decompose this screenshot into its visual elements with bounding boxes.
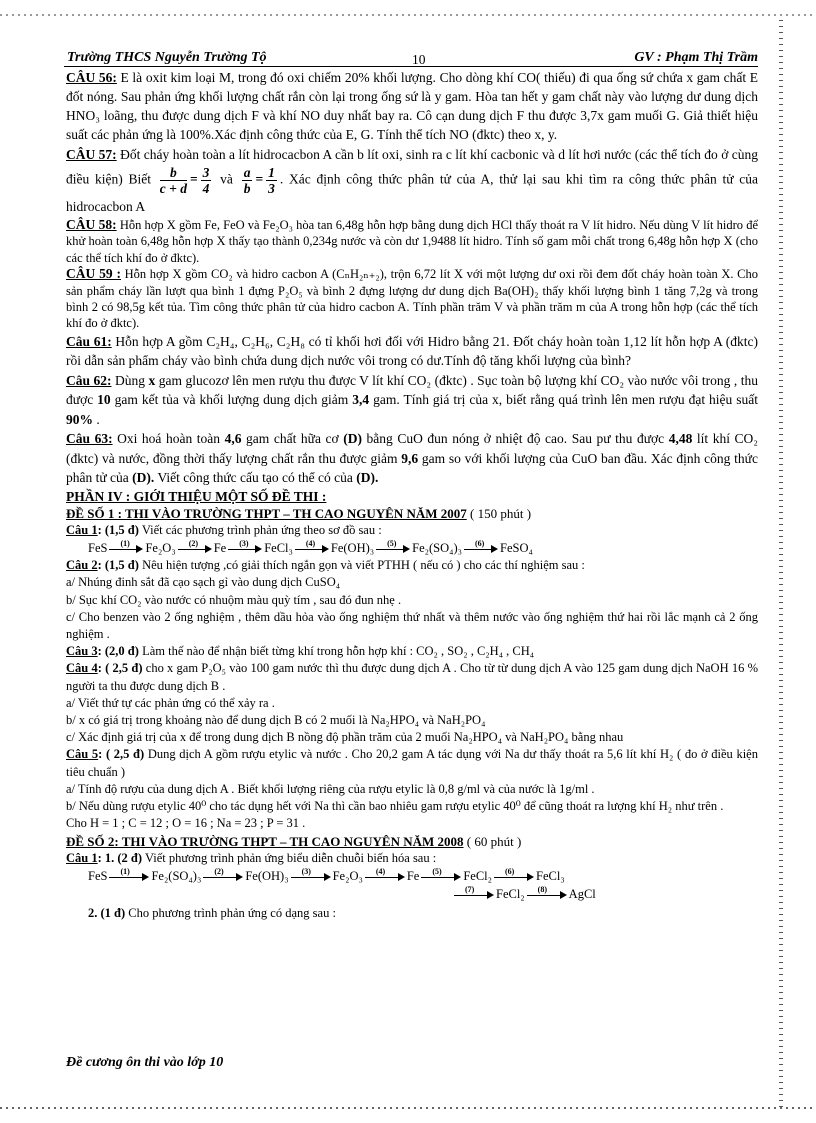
fraction-3-4: $\frac{3}{4}$	[202, 165, 210, 196]
reaction-chain-2-branch	[66, 885, 758, 903]
exam-2-q1-part2	[66, 905, 758, 922]
header-page-number: 10	[412, 52, 426, 67]
exam-2-q1-label: Câu 1	[66, 850, 98, 865]
reaction-arrow-icon	[454, 885, 494, 900]
reaction-chain-1	[66, 539, 758, 557]
question-58-label: CÂU 58:	[66, 217, 117, 232]
exam-1-q5b: b/ Nếu dùng rượu etylic 40⁰ cho tác dụng hết với Na thì cần bao nhiêu gam rượu etylic 40⁰ để cũng thoát ra lượng khí H₂ như trên .	[66, 799, 724, 814]
question-61-text: Hỗn hợp A gồm C₂H₄, C₂H₆, C₂H₈ có tỉ khối hơi đối với Hidro bằng 21. Đốt cháy hoàn toàn 1,12 lít hỗn hợp A (đktc) rồi dẫn sản phẩm cháy vào bình chứa dung dịch nước vôi trong có dư.Tính độ tăng khối lượng của bình?	[66, 333, 759, 369]
equals-sign: =	[189, 171, 198, 187]
exam-1-title: ĐỀ SỐ 1 : THI VÀO TRƯỜNG THPT – TH CAO NGUYÊN NĂM 2007	[66, 505, 467, 521]
exam-1-q5-text: Dung dịch A gồm rượu etylic và nước . Cho 20,2 gam A tác dụng với Na dư thấy thoát ra 5,6 lít khí H₂ ( đo ở điều kiện tiêu chuẩn )	[66, 747, 758, 779]
reaction-arrow-icon	[203, 867, 243, 882]
chain-species: Fe₂(SO₄)₃	[412, 541, 463, 556]
exam-1-q1-mark: : (1,5 đ)	[97, 523, 139, 538]
reaction-step-label: (1)	[120, 539, 130, 549]
chain-species: Fe	[406, 868, 420, 883]
reaction-step-label: (5)	[387, 539, 397, 549]
reaction-arrow-icon	[291, 867, 331, 882]
reaction-arrow-icon	[421, 867, 461, 882]
fraction-1-3: $\frac{1}{3}$	[268, 165, 275, 196]
exam-1-q1	[66, 522, 758, 539]
value-x: x	[148, 372, 156, 388]
compound-d: (D).	[132, 470, 155, 486]
exam-2-q1-part2-label: 2. (1 đ)	[88, 905, 126, 920]
reaction-step-label: (4)	[375, 867, 386, 877]
chain-species: Fe(OH)₃	[245, 868, 289, 883]
reaction-step-label: (2)	[188, 539, 199, 549]
exam-1-title-line	[66, 505, 758, 522]
conjunction: và	[220, 171, 233, 187]
chain-species: Fe₂(SO₄)₃	[151, 868, 202, 883]
reaction-arrow-icon	[109, 539, 143, 554]
question-59-label: CÂU 59 :	[66, 266, 121, 282]
exam-1-q2-label: Câu 2	[66, 558, 98, 573]
compound-d: (D).	[356, 470, 379, 486]
exam-1-q2	[66, 557, 758, 574]
exam-1-q2b: b/ Sục khí CO₂ vào nước có nhuộm màu quỳ tím , sau đó đun nhẹ .	[66, 592, 402, 607]
exam-1-q4a: a/ Viết thứ tự các phản ứng có thể xảy ra .	[66, 695, 275, 710]
exam-1-q1-text: Viết các phương trình phản ứng theo sơ đồ sau :	[141, 523, 382, 538]
reaction-step-label: (1)	[120, 867, 130, 877]
reaction-step-label: (3)	[239, 539, 249, 549]
exam-1-q3-label: Câu 3	[66, 644, 98, 659]
text: Dùng	[115, 372, 145, 388]
question-59-text: Hỗn hợp X gồm CO₂ và hidro cacbon A (CₙH₂ₙ₊₂), trộn 6,72 lít X với một lượng dư oxi rồi đem đốt cháy hoàn toàn X. Cho sản phẩm cháy lần lượt qua bình 1 đựng P₂O₅ và bình 2 đựng lượng dư dung dịch Ba(OH)₂ thấy khối lượng bình 1 tăng 7,2g và trong bình 2 có 98,5g kết tủa. Tìm công thức phân tử của hidro cacbon A. Tính phần trăm V và phần trăm m của A trong hỗn hợp (các thể tích khí đo ở đktc).	[66, 267, 759, 331]
question-57-label: CÂU 57:	[66, 147, 117, 162]
text: .	[96, 411, 100, 427]
chain-species: FeS	[88, 541, 108, 556]
exam-1-q2c: c/ Cho benzen vào 2 ống nghiệm , thêm dầu hỏa vào ống nghiệm thứ nhất và thêm nước vào ống nghiệm thứ hai rồi lắc mạnh cả 2 ống nghiệm .	[66, 609, 758, 642]
reaction-chain-2	[66, 867, 758, 885]
question-61-label: Câu 61:	[66, 333, 112, 349]
page-footer: Đề cương ôn thi vào lớp 10	[66, 1055, 224, 1070]
fraction-a-over-b: $\frac{a}{b}$	[243, 165, 251, 196]
header-rule	[64, 66, 758, 67]
chain-species: FeCl₂	[496, 886, 525, 901]
exam-1-q2-mark: : (1,5 đ)	[97, 558, 139, 573]
question-62-label: Câu 62:	[66, 372, 112, 388]
header-school: Trường THCS Nguyễn Trường Tộ	[67, 50, 267, 65]
value-mass-loss: 9,6	[401, 450, 419, 466]
page-header	[67, 50, 758, 66]
exam-1-q4-mark: : ( 2,5 đ)	[97, 661, 143, 676]
reaction-step-label: (8)	[537, 885, 547, 895]
exam-1-q4-label: Câu 4	[66, 661, 98, 676]
question-57-text-2: . Xác định công thức phân tử của A, thử lại sau khi tìm ra công thức phân tử của hidrocacbon A	[66, 171, 759, 214]
chain-species: AgCl	[568, 886, 596, 901]
question-56-text: E là oxit kim loại M, trong đó oxi chiếm 20% khối lượng. Cho dòng khí CO( thiếu) đi qua ống sứ chứa x gam chất E đốt nóng. Sau phản ứng khối lượng chất rắn còn lại trong ống sứ là y gam. Hòa tan hết y gam chất này vào lượng dư dung dịch HNO₃ loãng, thu được dung dịch F và khí NO duy nhất bay ra. Cô cạn dung dịch F thu được 3,7x gam muối G. Giả thiết hiệu suất các phản ứng là 100%.Xác định công thức của E, G. Tính thể tích NO (đktc) theo x, y.	[66, 70, 759, 142]
exam-1-q5-label: Câu 5	[66, 747, 99, 762]
exam-1-q4c: c/ Xác định giá trị của x để trong dung dịch B nồng độ phần trăm của 2 muối Na₂HPO₄ và NaH₂PO₄ bằng nhau	[66, 730, 624, 745]
reaction-arrow-icon	[178, 539, 212, 554]
exam-2-time: ( 60 phút )	[466, 833, 522, 849]
chain-species: FeCl₂	[463, 868, 493, 883]
reaction-arrow-icon	[527, 885, 567, 900]
exam-1-q5	[66, 746, 758, 780]
question-63-label: Câu 63:	[66, 431, 113, 447]
exam-1-q4b: b/ x có giá trị trong khoảng nào để dung dịch B có 2 muối là Na₂HPO₄ và NaH₂PO₄	[66, 713, 486, 728]
exam-1-q5-mark: : ( 2,5 đ)	[98, 747, 145, 762]
page-frame-top	[0, 14, 816, 16]
chain-species: Fe(OH)₃	[330, 541, 375, 556]
value-precipitate: 10	[97, 392, 111, 408]
exam-2-title: ĐỀ SỐ 2: THI VÀO TRƯỜNG THPT – TH CAO NGUYÊN NĂM 2008	[66, 833, 464, 849]
compound-d: (D)	[343, 431, 362, 447]
reaction-step-label: (2)	[214, 867, 224, 877]
chain-species: Fe	[213, 541, 227, 556]
exam-1-time: ( 150 phút )	[470, 505, 532, 521]
reaction-arrow-icon	[295, 539, 329, 554]
page-frame-right	[779, 20, 783, 1108]
equals-sign: =	[255, 171, 264, 187]
question-61	[66, 332, 758, 371]
page-frame-bottom	[0, 1107, 816, 1109]
exam-2-q1	[66, 850, 758, 867]
chain-species: FeCl₃	[264, 541, 293, 556]
value-efficiency: 90%	[66, 411, 93, 427]
chain-species: FeSO₄	[500, 541, 533, 556]
text: lít khí CO₂ (đktc) và nước, đồng thời thấy lượng chất rắn thu được giảm	[66, 431, 759, 466]
exam-1-q3-mark: : (2,0 đ)	[97, 644, 139, 659]
reaction-step-label: (3)	[301, 867, 311, 877]
exam-2-q1-mark: : 1. (2 đ)	[97, 850, 143, 865]
text: gam. Tính giá trị của x, biết rằng quá trình lên men rượu đạt hiệu suất	[373, 392, 759, 408]
reaction-step-label: (6)	[505, 867, 515, 877]
fraction-b-over-cd: $\frac{b}{c + d}$	[159, 165, 187, 196]
reaction-step-label: (6)	[475, 539, 485, 549]
header-teacher: GV : Phạm Thị Trầm	[634, 50, 758, 65]
exam-1-q4	[66, 660, 758, 694]
reaction-arrow-icon	[365, 867, 405, 882]
chain-species: FeS	[88, 868, 108, 883]
exam-1-q4-text: cho x gam P₂O₅ vào 100 gam nước thì thu được dung dịch A . Cho từ từ dung dịch A vào 125 gam dung dịch NaOH 16 % người ta thu được dung dịch B .	[66, 661, 759, 693]
text: bằng CuO đun nóng ở nhiệt độ cao. Sau pư thu được	[366, 431, 665, 447]
atomic-masses: Cho H = 1 ; C = 12 ; O = 16 ; Na = 23 ; P = 31 .	[66, 816, 306, 831]
exam-1-q5a: a/ Tính độ rượu của dung dịch A . Biết khối lượng riêng của rượu etylic là 0,8 g/ml và của nước là 1g/ml .	[66, 781, 595, 796]
reaction-arrow-icon	[228, 539, 262, 554]
reaction-arrow-icon	[109, 867, 149, 882]
chain-species: FeCl₃	[536, 868, 565, 883]
document-body	[66, 68, 758, 922]
question-57-text: Đốt cháy hoàn toàn a lít hidrocacbon A cần b lít oxi, sinh ra c lít khí cacbonic và d lít hơi nước (các thể tích đo ở cùng điều kiện) Biết	[66, 147, 758, 187]
exam-2-q1-part2-text: Cho phương trình phản ứng có dạng sau :	[128, 905, 336, 920]
exam-1-q2-text: Nêu hiện tượng ,có giải thích ngắn gọn và viết PTHH ( nếu có ) cho các thí nghiệm sau :	[142, 558, 585, 573]
text: Viết công thức cấu tạo có thể có của	[157, 470, 353, 486]
value-decrease: 3,4	[352, 392, 370, 408]
reaction-arrow-icon	[494, 867, 534, 882]
chain-species: Fe₂O₃	[145, 541, 176, 556]
exam-1-q3	[66, 643, 758, 660]
part-4-title: PHẦN IV : GIỚI THIỆU MỘT SỐ ĐỀ THI :	[66, 488, 327, 504]
text: gam kết tủa và khối lượng dung dịch giảm	[114, 392, 349, 408]
value-volume: 4,48	[668, 431, 693, 447]
question-56-label: CÂU 56:	[66, 70, 117, 85]
reaction-step-label: (7)	[465, 885, 475, 895]
question-62	[66, 371, 758, 430]
value-mass: 4,6	[224, 431, 242, 447]
text: gam glucozơ lên men rượu thu được V lít khí CO₂ (đktc) . Sục toàn bộ lượng khí CO₂ vào nước vôi trong , thu được	[66, 372, 759, 408]
reaction-step-label: (4)	[305, 539, 316, 549]
text: gam chất hữa cơ	[246, 431, 339, 447]
reaction-step-label: (5)	[432, 867, 442, 877]
question-59	[66, 266, 758, 332]
exam-1-q1-label: Câu 1	[66, 523, 98, 538]
exam-2-title-line	[66, 833, 758, 850]
exam-1-q2a: a/ Nhúng đinh sắt đã cạo sạch gỉ vào dung dịch CuSO₄	[66, 575, 341, 590]
exam-2-q1-text: Viết phương trình phản ứng biểu diễn chuỗi biến hóa sau :	[144, 850, 437, 865]
question-58-text: Hỗn hợp X gồm Fe, FeO và Fe₂O₃ hòa tan 6,48g hỗn hợp bằng dung dịch HCl thấy thoát ra V lít hidro. Nếu dùng V lít hidro để khử hoàn toàn 6,48g hỗn hợp X thấy tạo thành 0,234g nước và còn dư 1,9488 lít hidro. Tính số gam mỗi chất trong 6,48g hỗn hợp X (cho các thể tích khí đo ở đktc).	[66, 218, 759, 265]
reaction-arrow-icon	[376, 539, 410, 554]
question-57	[66, 144, 758, 217]
reaction-arrow-icon	[464, 539, 498, 554]
question-63	[66, 429, 758, 488]
text: Oxi hoá hoàn toàn	[117, 431, 221, 447]
text: gam so với khối lượng của CuO ban đầu. Xác định công thức phân tử của	[66, 450, 758, 486]
question-56	[66, 68, 758, 144]
exam-1-q3-text: Làm thế nào để nhận biết từng khí trong hỗn hợp khí : CO₂ , SO₂ , C₂H₄ , CH₄	[142, 644, 535, 659]
chain-species: Fe₂O₃	[332, 868, 363, 883]
question-58	[66, 217, 758, 266]
